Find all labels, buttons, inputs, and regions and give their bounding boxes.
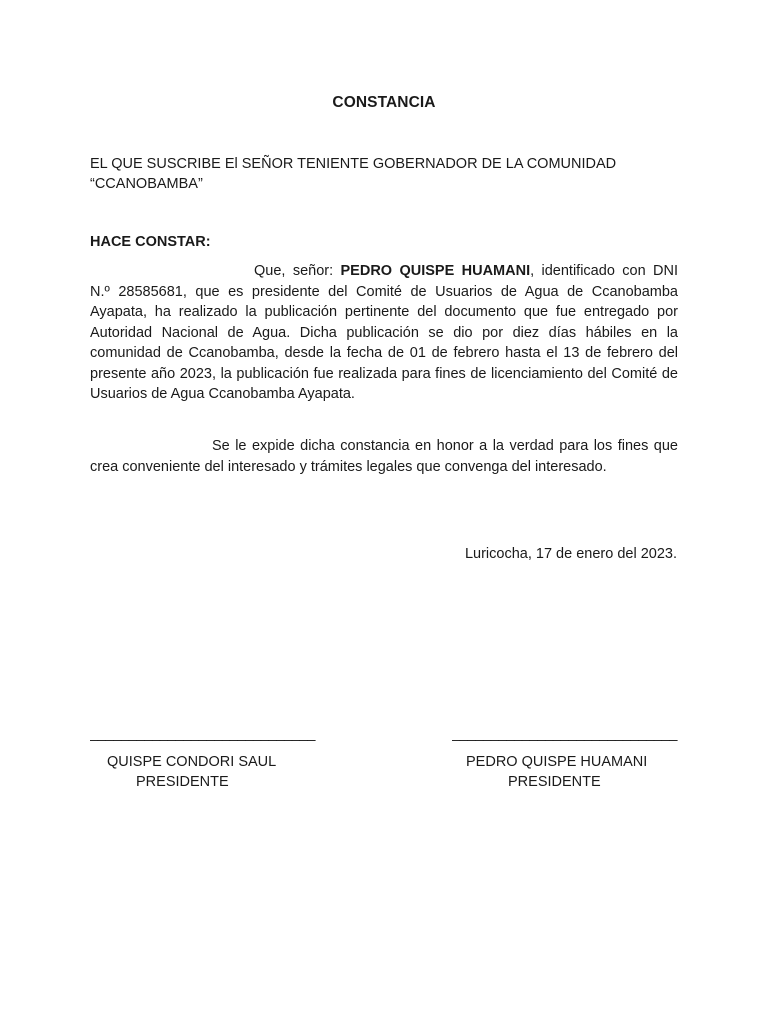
signature-block-left: [90, 726, 330, 792]
paragraph-lead: Que, señor:: [254, 263, 341, 279]
place-date: Luricocha, 17 de enero del 2023.: [464, 546, 677, 562]
signature-line: _____________________________: [90, 726, 316, 742]
intro-line-2: “CCANOBAMBA”: [90, 176, 203, 192]
signatory-role: PRESIDENTE: [508, 774, 601, 790]
signatory-name: PEDRO QUISPE HUAMANI: [466, 754, 648, 770]
signatory-name: QUISPE CONDORI SAUL: [107, 754, 277, 770]
signature-line: _____________________________: [452, 726, 678, 742]
signatory-role: PRESIDENTE: [136, 774, 229, 790]
intro-line-1: EL QUE SUSCRIBE El SEÑOR TENIENTE GOBERNADOR DE LA COMUNIDAD: [90, 156, 617, 172]
person-name-bold: PEDRO QUISPE HUAMANI: [340, 263, 531, 279]
document-title: CONSTANCIA: [332, 94, 436, 111]
intro-text: [90, 154, 680, 194]
body-paragraph-1: [90, 261, 678, 405]
section-heading: HACE CONSTAR:: [90, 234, 211, 250]
signature-block-right: [452, 726, 692, 792]
body-paragraph-2: Se le expide dicha constancia en honor a la verdad para los fines que crea conveniente del interesado y trámites legales que convenga del interesado.: [90, 438, 678, 475]
paragraph-body: , identificado con DNI N.º 28585681, que es presidente del Comité de Usuarios de Agua de Ccanobamba Ayapata, ha realizado la publicación pertinente del documento que fue entregado por Autoridad Nacional de Agua. Dicha publicación se dio por diez días hábiles en la comunidad de Ccanobamba, desde la fecha de 01 de febrero hasta el 13 de febrero del presente año 2023, la publicación fue realizada para fines de licenciamiento del Comité de Usuarios de Agua Ccanobamba Ayapata.: [90, 263, 678, 402]
